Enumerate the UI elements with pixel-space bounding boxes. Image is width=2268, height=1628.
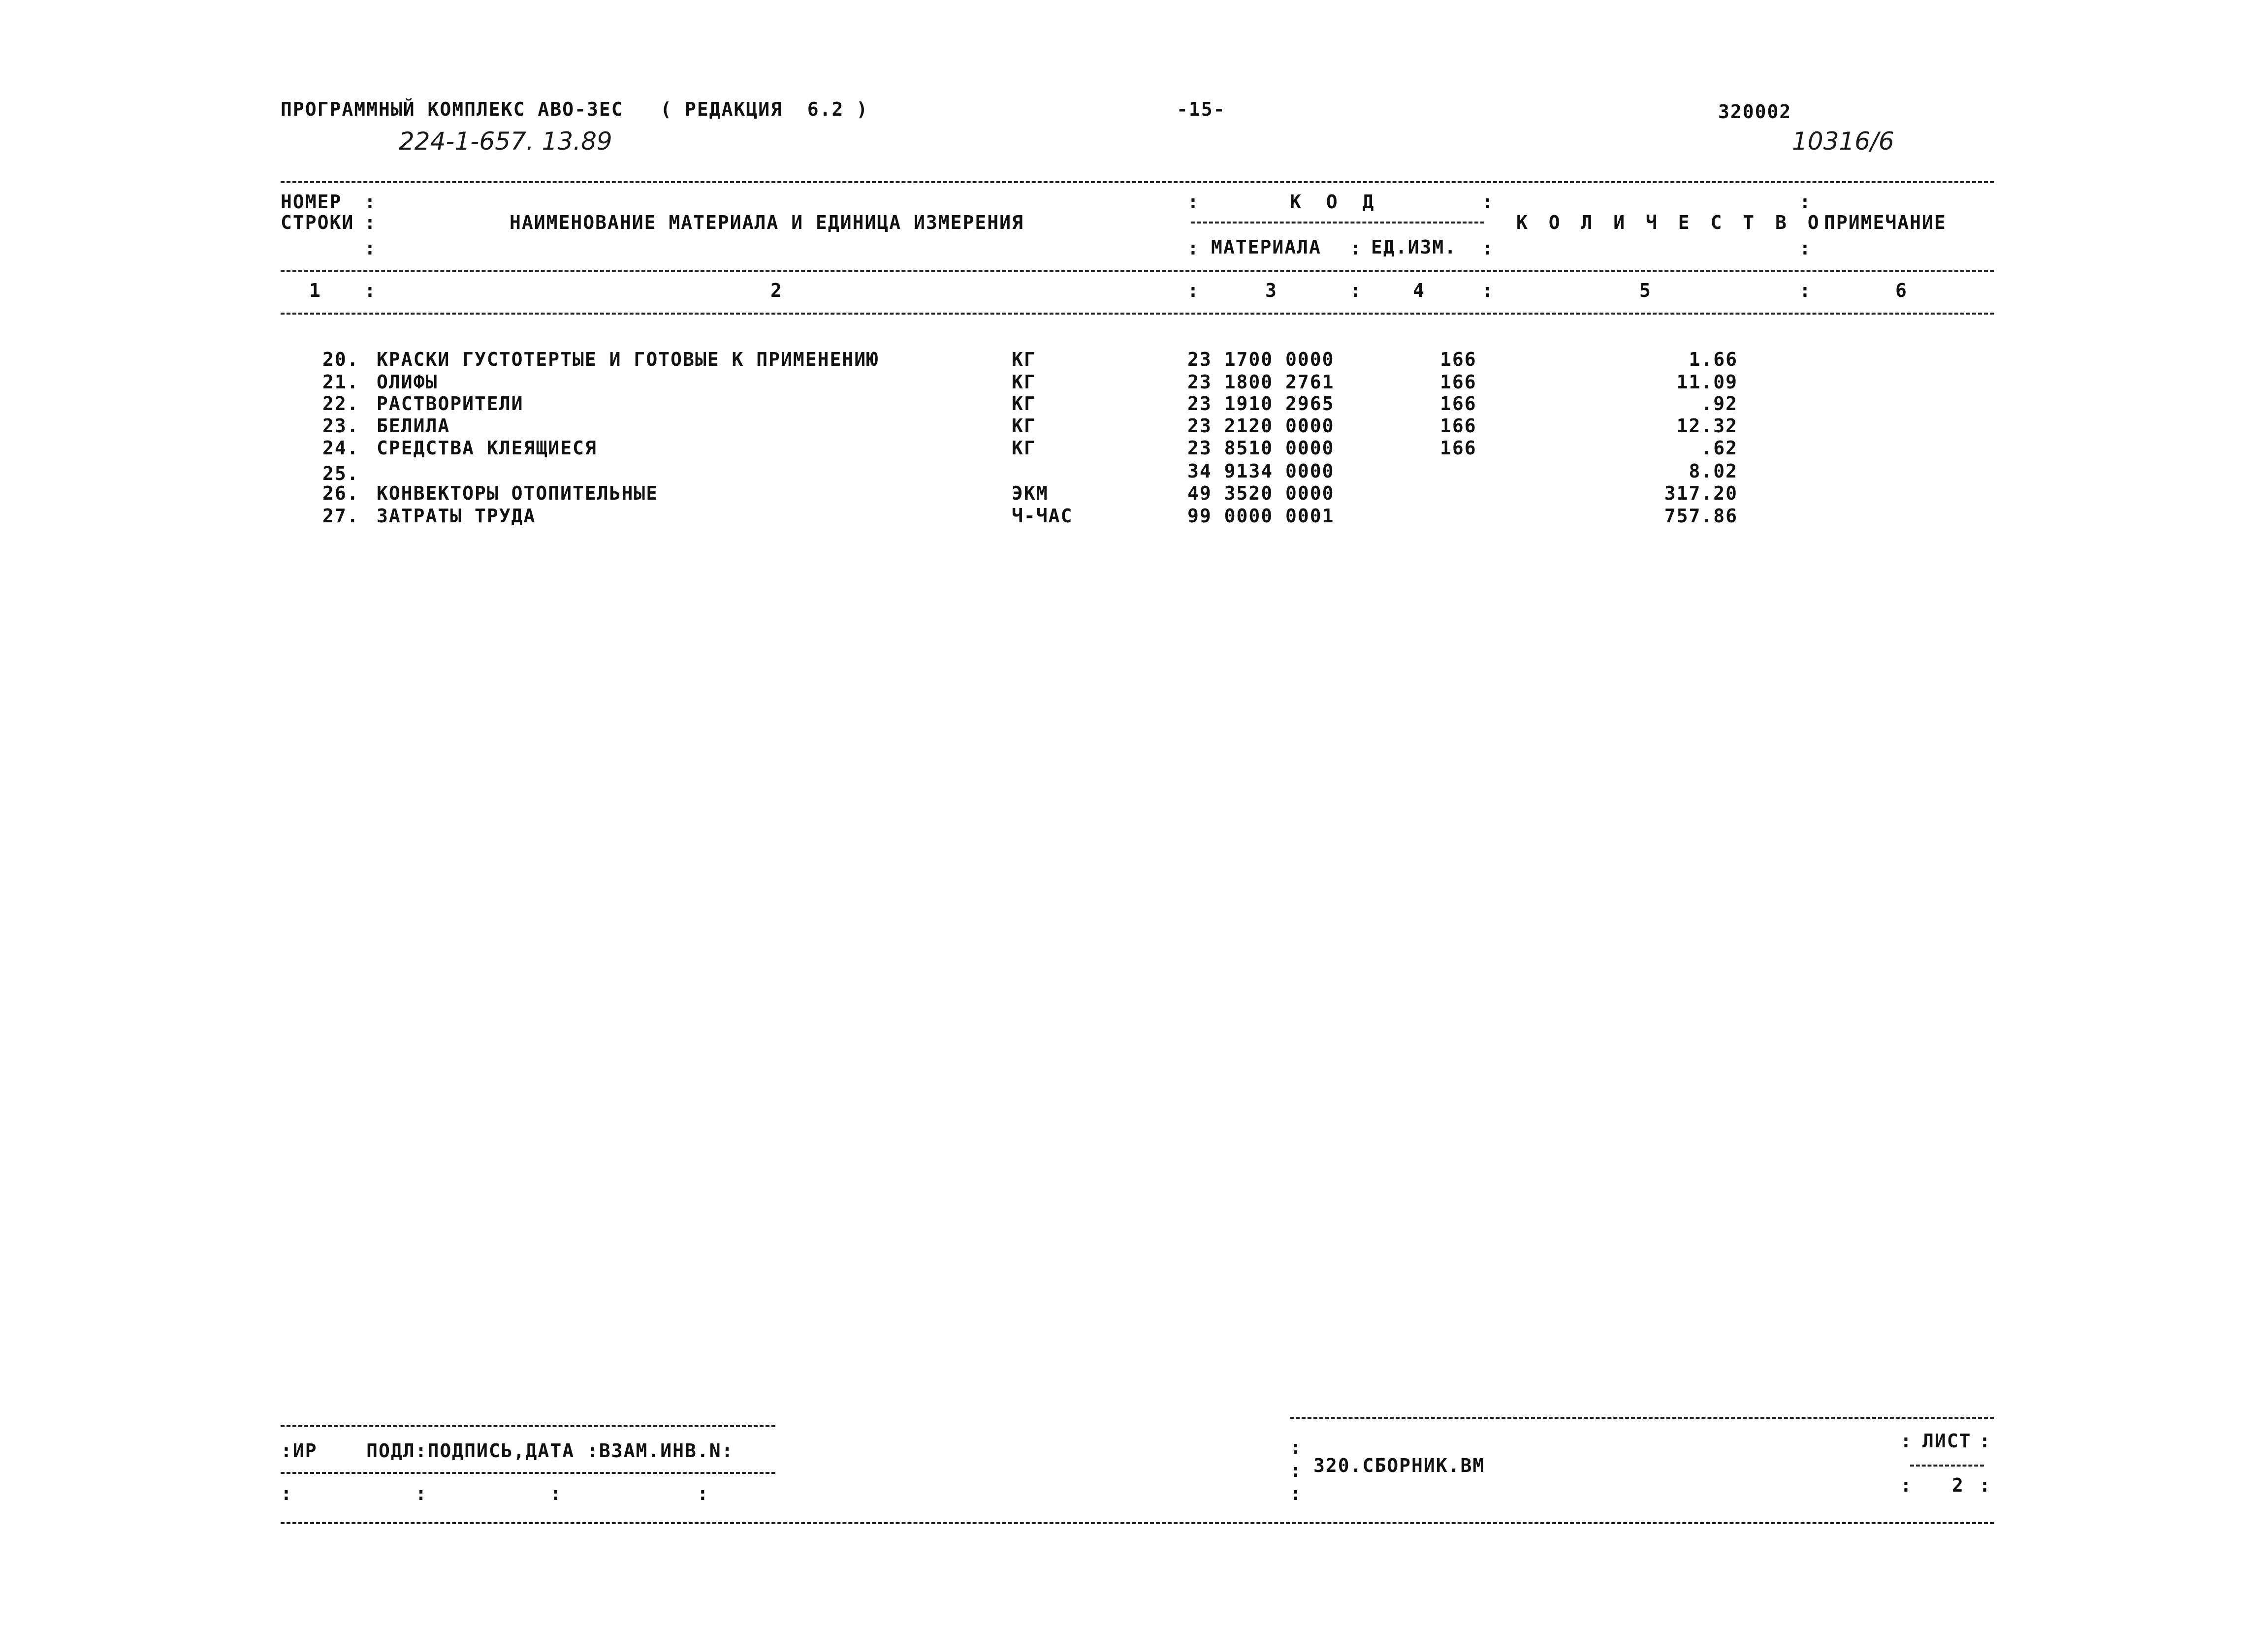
row-material-code: 23 1700 0000 xyxy=(1187,349,1335,370)
footer-bottom-rule xyxy=(281,1522,1994,1524)
col-num-1: 1 xyxy=(309,280,321,301)
row-unit-code: 166 xyxy=(1440,371,1477,393)
row-unit: Ч-ЧАС xyxy=(1012,505,1073,527)
col-num-2: 2 xyxy=(770,280,783,301)
row-material-name: ОЛИФЫ xyxy=(377,371,438,393)
sheet-box-rule xyxy=(1910,1465,1984,1467)
row-unit: КГ xyxy=(1012,349,1036,370)
col-separator: : xyxy=(1799,237,1811,259)
footer-separator: : xyxy=(1979,1430,1991,1452)
row-material-name: СРЕДСТВА КЛЕЯЩИЕСЯ xyxy=(377,437,597,459)
row-quantity: 757.86 xyxy=(1664,505,1738,527)
col-separator: : xyxy=(1799,191,1811,213)
footer-separator: : xyxy=(1900,1474,1913,1496)
col-num-6: 6 xyxy=(1895,280,1908,301)
row-material-name: РАСТВОРИТЕЛИ xyxy=(377,393,524,415)
row-quantity: 1.66 xyxy=(1689,349,1738,370)
col-separator: : xyxy=(364,212,376,233)
col-separator: : xyxy=(1187,237,1199,259)
footer-left-top-rule xyxy=(281,1425,775,1427)
row-material-name: КРАСКИ ГУСТОТЕРТЫЕ И ГОТОВЫЕ К ПРИМЕНЕНИЮ xyxy=(377,349,879,370)
footer-separator: : xyxy=(1979,1474,1991,1496)
row-material-code: 23 8510 0000 xyxy=(1187,437,1335,459)
handwritten-inventory-number: 10316/6 xyxy=(1792,127,1894,156)
row-quantity: 317.20 xyxy=(1664,482,1738,504)
col-separator: : xyxy=(364,280,376,301)
footer-signature-headers: :ИР ПОДЛ:ПОДПИСЬ,ДАТА :ВЗАМ.ИНВ.N: xyxy=(281,1440,734,1462)
col-num-3: 3 xyxy=(1265,280,1278,301)
row-quantity: .92 xyxy=(1701,393,1738,415)
col-separator: : xyxy=(1799,280,1811,301)
row-unit: КГ xyxy=(1012,371,1036,393)
header-top-rule xyxy=(281,181,1994,183)
col-separator: : xyxy=(1482,191,1493,213)
col-num-4: 4 xyxy=(1413,280,1425,301)
row-unit: КГ xyxy=(1012,437,1036,459)
col-quantity-label: К О Л И Ч Е С Т В О xyxy=(1516,212,1824,233)
row-number: 21. xyxy=(322,371,359,393)
col-number-label-2: СТРОКИ xyxy=(281,212,354,233)
row-unit: ЭКМ xyxy=(1012,482,1049,504)
col-separator: : xyxy=(1187,280,1199,301)
footer-left-mid-rule xyxy=(281,1472,775,1474)
col-unit-code-label: ЕД.ИЗМ. xyxy=(1371,236,1457,258)
row-material-code: 34 9134 0000 xyxy=(1187,460,1335,482)
row-material-name: КОНВЕКТОРЫ ОТОПИТЕЛЬНЫЕ xyxy=(377,482,659,504)
row-number: 23. xyxy=(322,415,359,437)
footer-separator: : xyxy=(1900,1430,1913,1452)
footer-separator: : xyxy=(1290,1460,1302,1481)
row-unit: КГ xyxy=(1012,393,1036,415)
row-material-code: 23 2120 0000 xyxy=(1187,415,1335,437)
row-material-name: БЕЛИЛА xyxy=(377,415,450,437)
row-unit-code: 166 xyxy=(1440,349,1477,370)
row-unit-code: 166 xyxy=(1440,415,1477,437)
col-separator: : xyxy=(1187,191,1199,213)
row-material-code: 23 1800 2761 xyxy=(1187,371,1335,393)
row-number: 24. xyxy=(322,437,359,459)
document-name: 320.СБОРНИК.ВМ xyxy=(1313,1455,1485,1476)
col-separator: : xyxy=(1482,237,1493,259)
col-num-5: 5 xyxy=(1639,280,1652,301)
handwritten-designation: 224-1-657. 13.89 xyxy=(399,127,612,156)
row-unit-code: 166 xyxy=(1440,393,1477,415)
col-separator: : xyxy=(1350,280,1361,301)
row-unit: КГ xyxy=(1012,415,1036,437)
row-number: 20. xyxy=(322,349,359,370)
col-separator: : xyxy=(1350,237,1361,259)
row-material-code: 49 3520 0000 xyxy=(1187,482,1335,504)
col-separator: : xyxy=(364,191,376,213)
row-quantity: 8.02 xyxy=(1689,460,1738,482)
page-mark: -15- xyxy=(1177,98,1226,120)
document-code: 320002 xyxy=(1718,101,1792,123)
footer-signature-cells: : : : : xyxy=(281,1483,709,1504)
col-note-label: ПРИМЕЧАНИЕ xyxy=(1824,212,1947,233)
row-material-code: 23 1910 2965 xyxy=(1187,393,1335,415)
header-mid-rule xyxy=(281,270,1994,272)
col-separator: : xyxy=(364,237,376,259)
row-quantity: 12.32 xyxy=(1676,415,1738,437)
program-title: ПРОГРАММНЫЙ КОМПЛЕКС АВО-3ЕС ( РЕДАКЦИЯ 6.2 ) xyxy=(281,98,869,120)
row-number: 25. xyxy=(322,463,359,484)
row-number: 26. xyxy=(322,482,359,504)
col-number-label-1: НОМЕР xyxy=(281,191,342,213)
col-separator: : xyxy=(1482,280,1493,301)
sheet-label: ЛИСТ xyxy=(1922,1430,1972,1452)
row-material-code: 99 0000 0001 xyxy=(1187,505,1335,527)
col-name-label: НАИМЕНОВАНИЕ МАТЕРИАЛА И ЕДИНИЦА ИЗМЕРЕНИЯ xyxy=(510,212,1024,233)
row-unit-code: 166 xyxy=(1440,437,1477,459)
header-bottom-rule xyxy=(281,313,1994,315)
row-quantity: .62 xyxy=(1701,437,1738,459)
kod-divider-rule xyxy=(1191,222,1484,223)
row-material-name: ЗАТРАТЫ ТРУДА xyxy=(377,505,536,527)
sheet-number: 2 xyxy=(1952,1474,1964,1496)
footer-separator: : xyxy=(1290,1436,1302,1458)
footer-right-top-rule xyxy=(1290,1417,1994,1419)
col-material-code-label: МАТЕРИАЛА xyxy=(1211,236,1321,258)
footer-separator: : xyxy=(1290,1483,1302,1504)
kod-label: К О Д xyxy=(1290,191,1381,213)
row-number: 27. xyxy=(322,505,359,527)
row-quantity: 11.09 xyxy=(1676,371,1738,393)
row-number: 22. xyxy=(322,393,359,415)
